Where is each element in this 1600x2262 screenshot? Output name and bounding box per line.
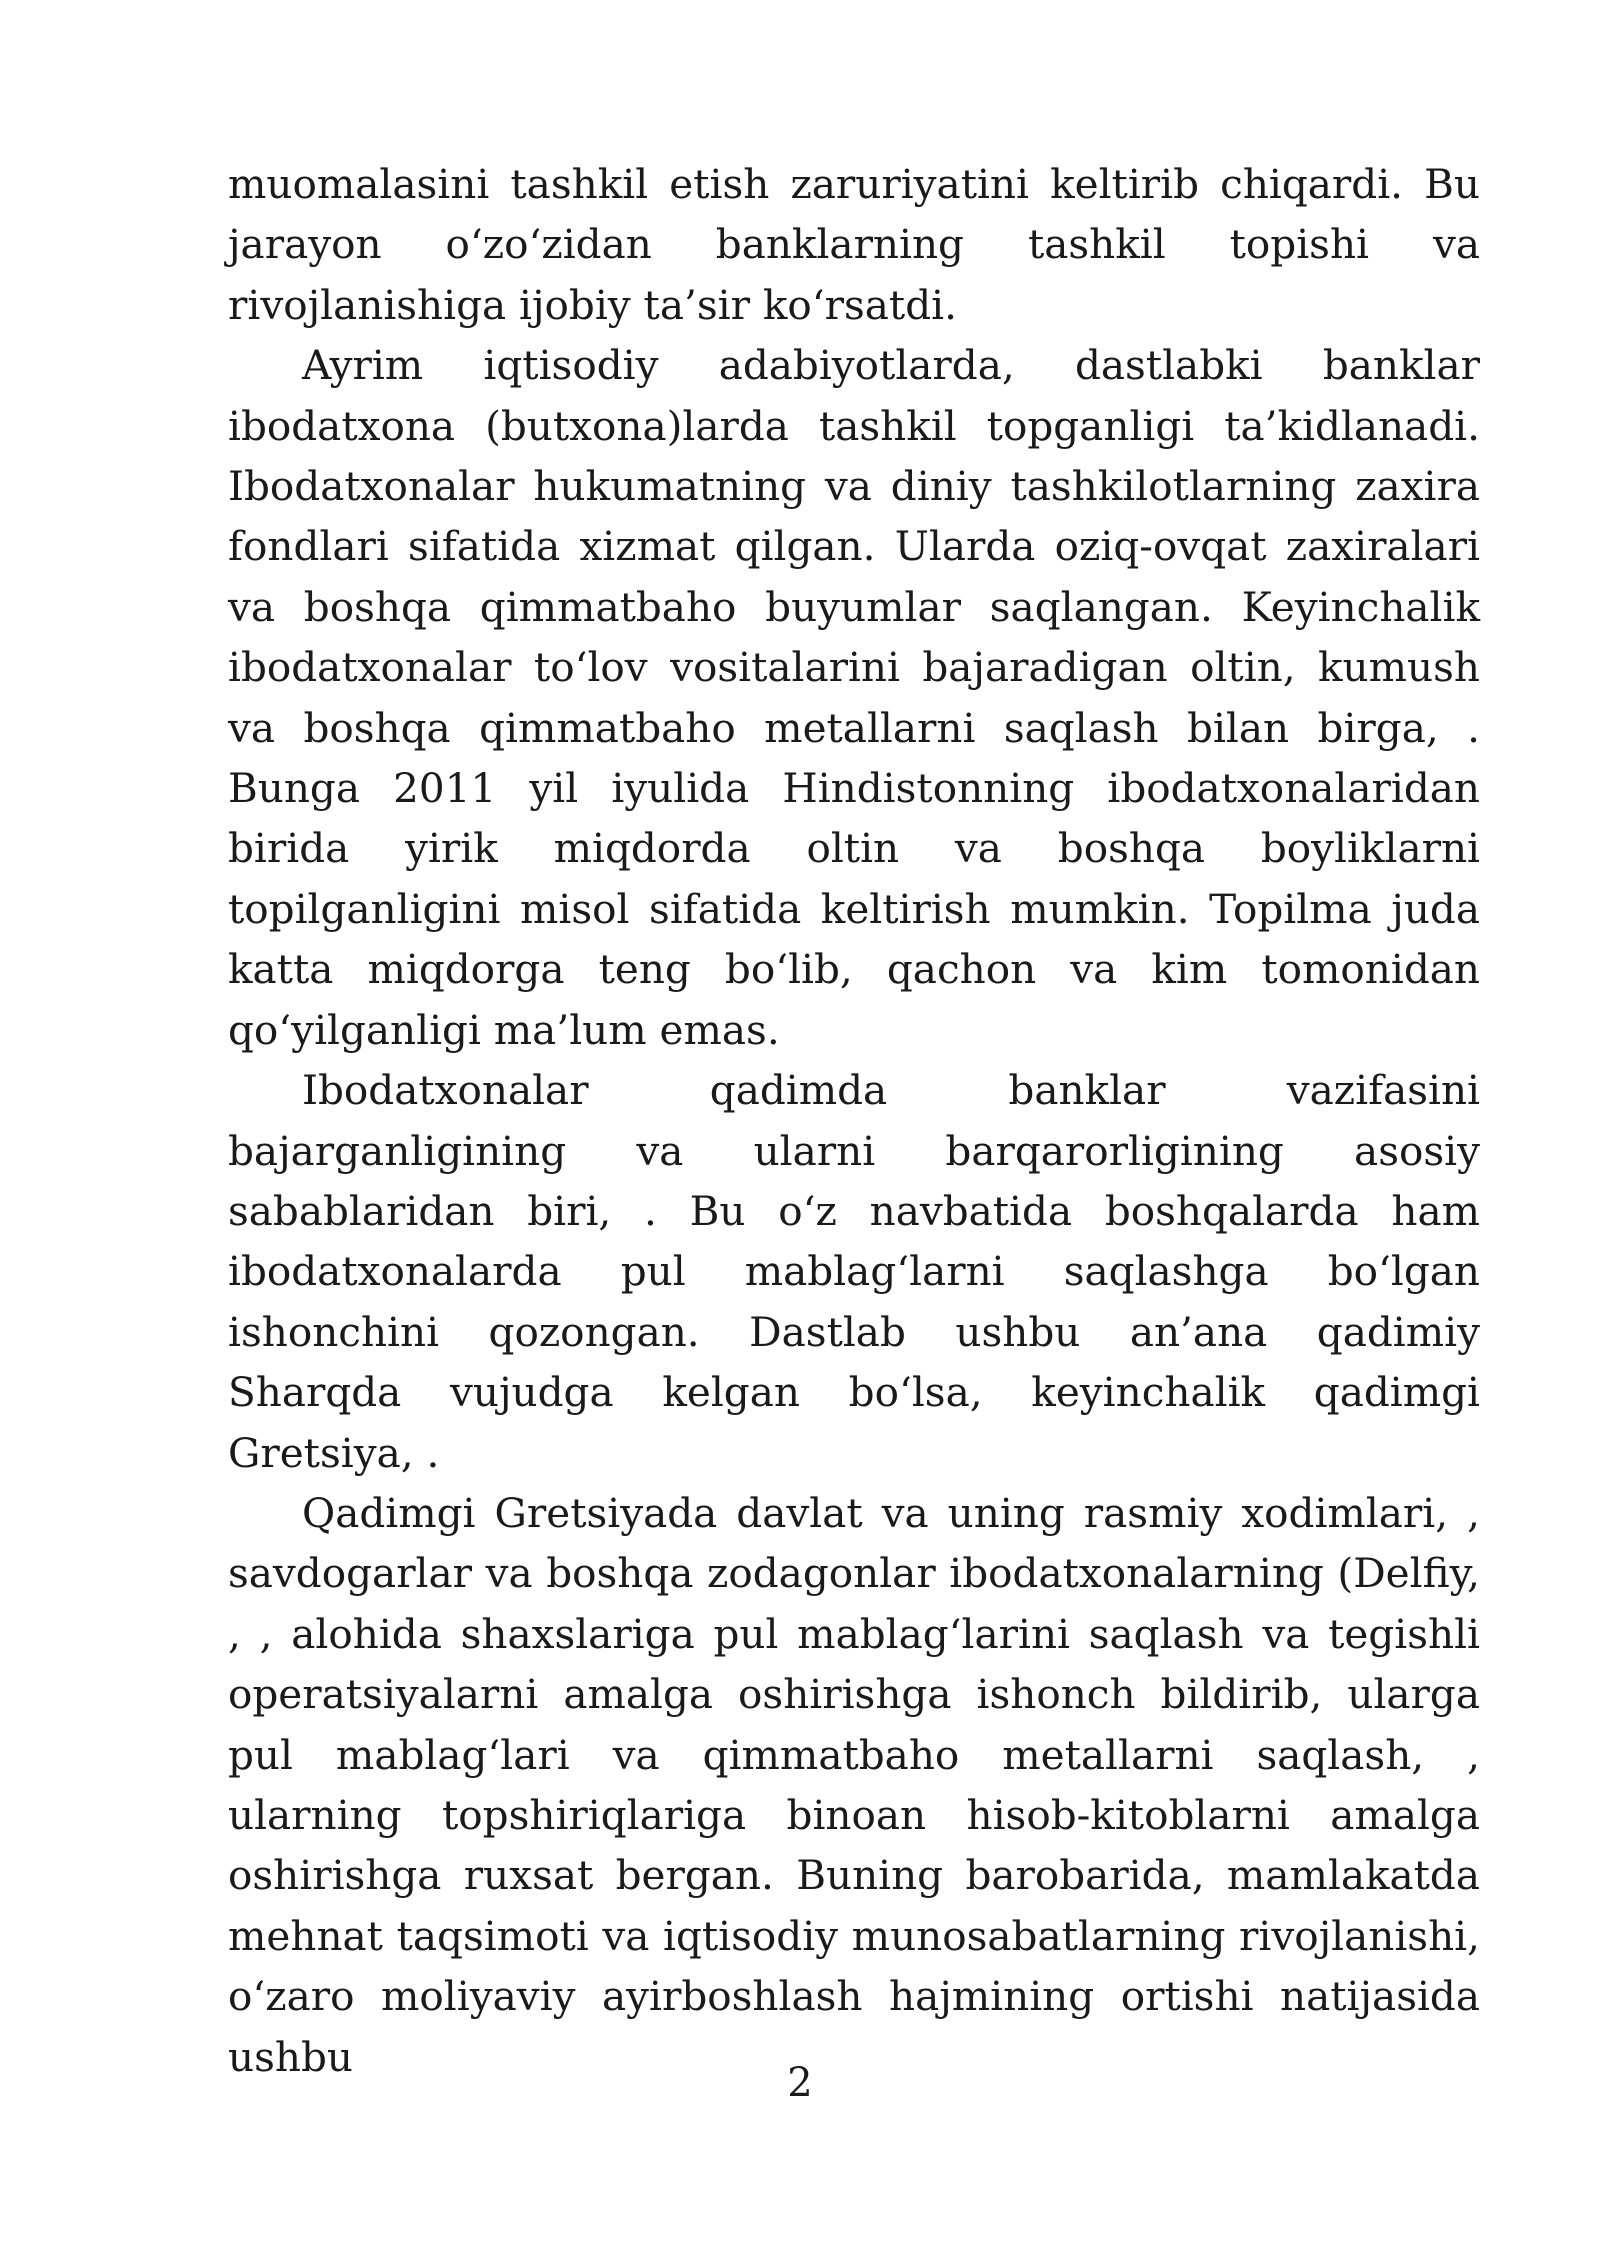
paragraph-2: Ayrim iqtisodiy adabiyotlarda, dastlabki banklar ibodatxona (butxona)larda tashkil topganligi ta’kidlanadi. Ibodatxonalar hukumatning va diniy tashkilotlarning zaxira fondlari sifatida xizmat qilgan. Ularda oziq-ovqat zaxiralari va boshqa qimmatbaho buyumlar saqlangan. Keyinchalik ibodatxonalar to‘lov vositalarini bajaradigan oltin, kumush va boshqa qimmatbaho metallarni saqlash bilan birga, . Bunga 2011 yil iyulida Hindistonning ibodatxonalaridan birida yirik miqdorda oltin va boshqa boyliklarni topilganligini misol sifatida keltirish mumkin. Topilma juda katta miqdorga teng bo‘lib, qachon va kim tomonidan qo‘yilganligi ma’lum emas. <box>228 341 1480 1054</box>
paragraph-1: muomalasini tashkil etish zaruriyatini keltirib chiqardi. Bu jarayon o‘zo‘zidan banklarning tashkil topishi va rivojlanishiga ijobiy ta’sir ko‘rsatdi. <box>228 160 1480 329</box>
paragraph-3: Ibodatxonalar qadimda banklar vazifasini bajarganligining va ularni barqarorligining asosiy sabablaridan biri, . Bu o‘z navbatida boshqalarda ham ibodatxonalarda pul mablag‘larni saqlashga bo‘lgan ishonchini qozongan. Dastlab ushbu an’ana qadimiy Sharqda vujudga kelgan bo‘lsa, keyinchalik qadimgi Gretsiya, . <box>228 1066 1480 1477</box>
page-number: 2 <box>787 2060 813 2106</box>
paragraph-4: Qadimgi Gretsiyada davlat va uning rasmiy xodimlari, , savdogarlar va boshqa zodagonlar ibodatxonalarning (Delfiy, , , alohida shaxslariga pul mablag‘larini saqlash va tegishli operatsiyalarni amalga oshirishga ishonch bildirib, ularga pul mablag‘lari va qimmatbaho metallarni saqlash, , ularning topshiriqlariga binoan hisob-kitoblarni amalga oshirishga ruxsat bergan. Buning barobarida, mamlakatda mehnat taqsimoti va iqtisodiy munosabatlarning rivojlanishi, o‘zaro moliyaviy ayirboshlash hajmining ortishi natijasida ushbu <box>228 1488 1480 2081</box>
body-text <box>228 154 1480 2087</box>
